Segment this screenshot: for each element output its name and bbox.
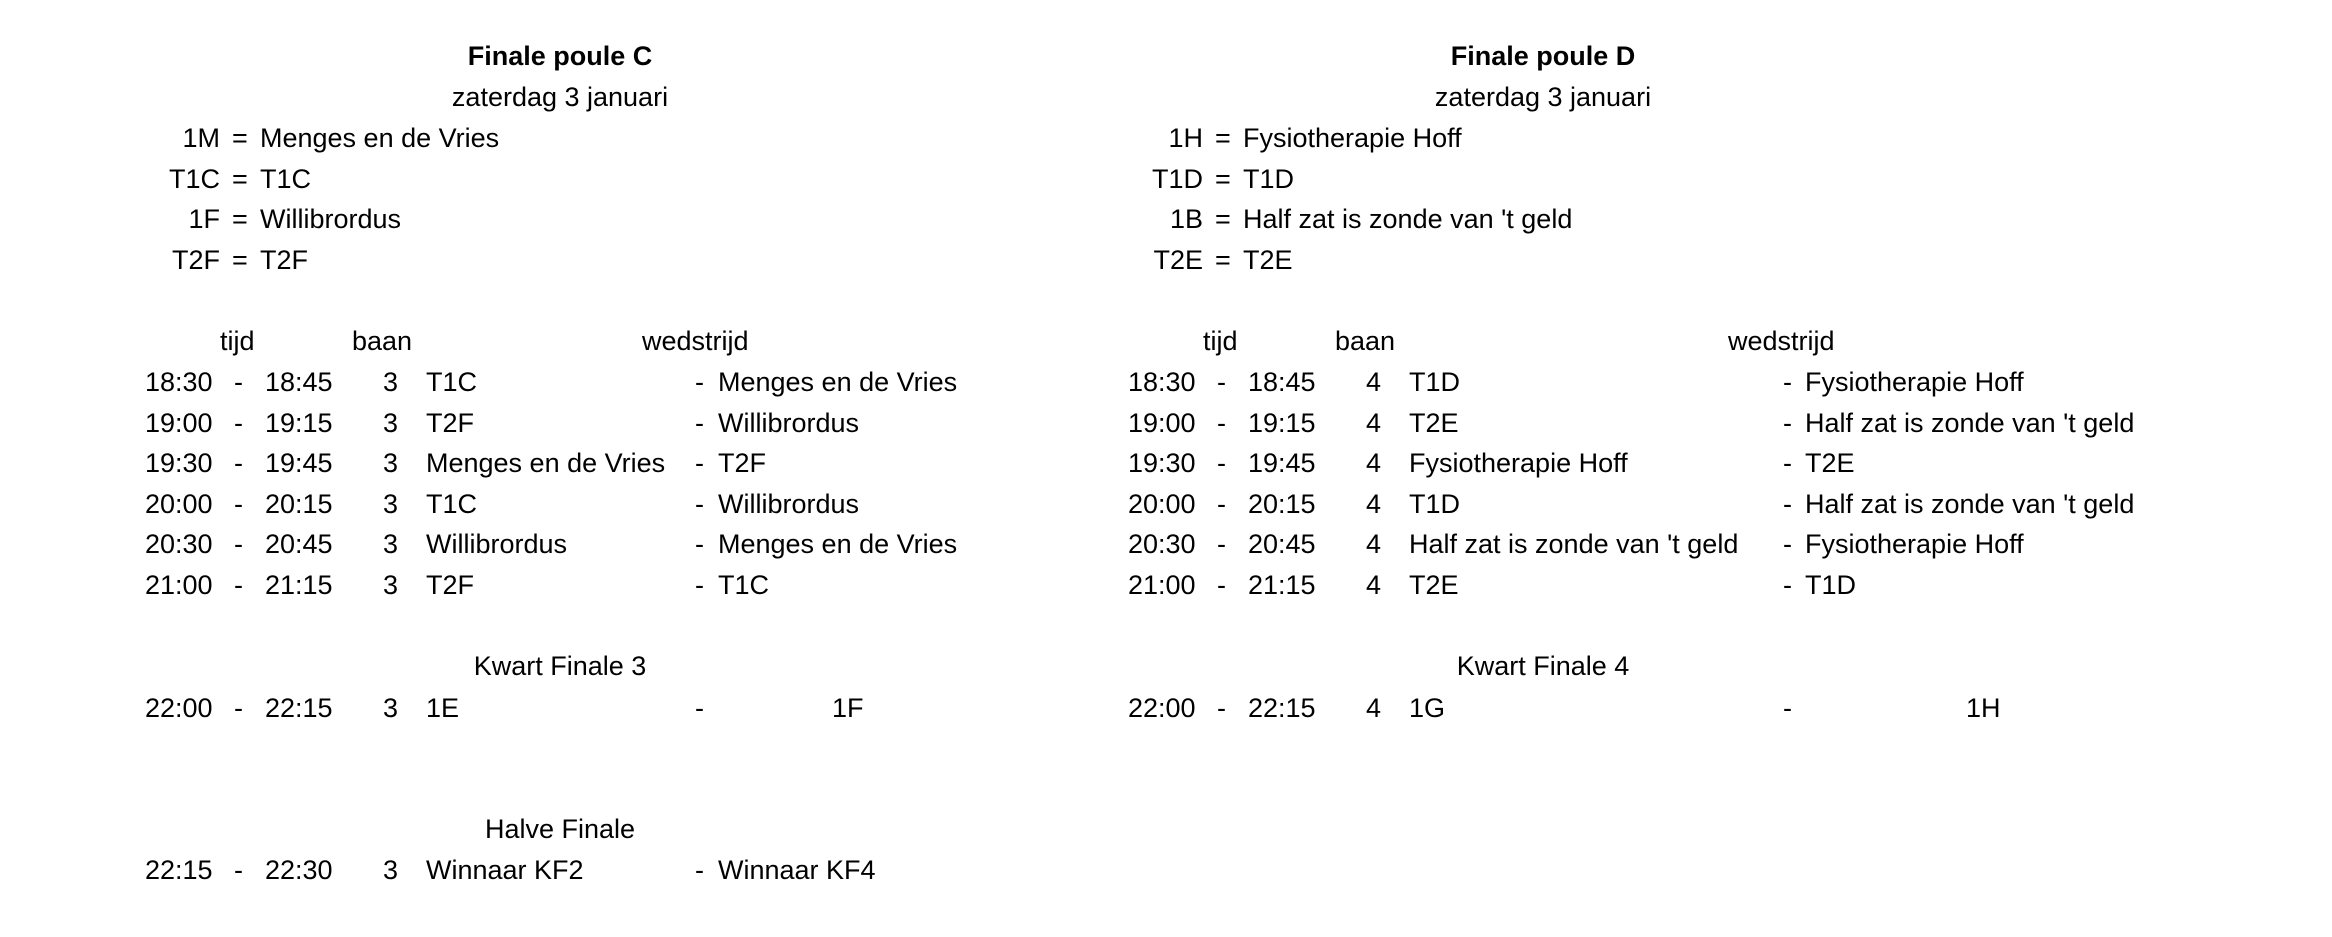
match-end: 19:45 xyxy=(265,448,333,478)
match-start: 21:00 xyxy=(145,569,213,600)
team-name: T2F xyxy=(260,244,309,275)
match-start: 19:30 xyxy=(145,448,213,478)
match-vs: - xyxy=(1783,448,1792,478)
match-away: T1D xyxy=(1805,569,1857,600)
hf-dash: - xyxy=(234,855,243,885)
equals-sign: = xyxy=(1215,204,1231,234)
kf-end: 22:15 xyxy=(1248,693,1316,723)
team-name: T2E xyxy=(1243,244,1293,275)
match-vs: - xyxy=(1783,407,1792,438)
match-baan: 3 xyxy=(382,569,398,600)
team-code: T1C xyxy=(168,163,220,194)
team-name: T1D xyxy=(1243,163,1295,194)
match-start: 18:30 xyxy=(1128,367,1196,397)
match-vs: - xyxy=(695,367,704,397)
match-end: 20:15 xyxy=(265,488,333,519)
team-code: T2E xyxy=(1153,244,1203,275)
kf-title: Kwart Finale 3 xyxy=(473,651,647,681)
kf-baan: 3 xyxy=(382,693,398,723)
match-end: 21:15 xyxy=(1248,569,1316,600)
match-home: T1C xyxy=(426,488,478,519)
match-start: 19:30 xyxy=(1128,448,1196,478)
match-end: 19:15 xyxy=(1248,407,1316,438)
team-name: Fysiotherapie Hoff xyxy=(1243,123,1462,153)
match-dash: - xyxy=(1217,367,1226,397)
match-start: 19:00 xyxy=(145,407,213,438)
header-baan: baan xyxy=(1335,326,1396,356)
kf-home: 1G xyxy=(1409,693,1446,723)
match-end: 19:15 xyxy=(265,407,333,438)
match-baan: 3 xyxy=(382,407,398,438)
match-start: 20:00 xyxy=(145,488,213,519)
match-start: 18:30 xyxy=(145,367,213,397)
match-end: 19:45 xyxy=(1248,448,1316,478)
match-away: Menges en de Vries xyxy=(718,367,958,397)
panel-poule-d xyxy=(983,0,2135,937)
panel-poule-c xyxy=(0,0,1000,937)
kf-vs: - xyxy=(695,693,704,723)
equals-sign: = xyxy=(232,163,248,194)
match-end: 18:45 xyxy=(1248,367,1316,397)
match-home: Half zat is zonde van 't geld xyxy=(1409,529,1739,559)
kf-vs: - xyxy=(1783,693,1792,723)
match-away: Willibrordus xyxy=(718,407,860,438)
team-code: T1D xyxy=(1151,163,1203,194)
match-end: 18:45 xyxy=(265,367,333,397)
kf-away: 1H xyxy=(1966,693,2001,723)
match-home: T2F xyxy=(426,569,475,600)
team-name: Half zat is zonde van 't geld xyxy=(1243,204,1573,234)
match-start: 20:30 xyxy=(145,529,213,559)
team-name: T1C xyxy=(260,163,312,194)
equals-sign: = xyxy=(1215,244,1231,275)
match-home: Willibrordus xyxy=(426,529,568,559)
team-code: 1M xyxy=(182,123,220,153)
match-baan: 3 xyxy=(382,367,398,397)
kf-start: 22:00 xyxy=(145,693,213,723)
kf-end: 22:15 xyxy=(265,693,333,723)
match-dash: - xyxy=(234,367,243,397)
match-baan: 4 xyxy=(1365,529,1381,559)
match-baan: 4 xyxy=(1365,407,1381,438)
match-baan: 4 xyxy=(1365,448,1381,478)
team-code: 1H xyxy=(1168,123,1203,153)
equals-sign: = xyxy=(232,244,248,275)
match-home: T1C xyxy=(426,367,478,397)
match-home: Menges en de Vries xyxy=(426,448,666,478)
match-vs: - xyxy=(1783,488,1792,519)
section-title: Finale poule D xyxy=(1450,41,1636,71)
kf-away: 1F xyxy=(832,693,864,723)
header-tijd: tijd xyxy=(220,326,255,356)
match-end: 20:15 xyxy=(1248,488,1316,519)
team-name: Menges en de Vries xyxy=(260,123,500,153)
match-start: 19:00 xyxy=(1128,407,1196,438)
match-dash: - xyxy=(234,448,243,478)
match-baan: 4 xyxy=(1365,367,1381,397)
hf-title: Halve Finale xyxy=(484,814,636,844)
match-away: Fysiotherapie Hoff xyxy=(1805,367,2024,397)
match-dash: - xyxy=(1217,407,1226,438)
match-start: 21:00 xyxy=(1128,569,1196,600)
kf-title: Kwart Finale 4 xyxy=(1456,651,1630,681)
match-home: T1D xyxy=(1409,367,1461,397)
match-start: 20:00 xyxy=(1128,488,1196,519)
match-vs: - xyxy=(695,448,704,478)
match-away: Menges en de Vries xyxy=(718,529,958,559)
header-wedstrijd: wedstrijd xyxy=(642,326,749,356)
match-baan: 4 xyxy=(1365,488,1381,519)
hf-vs: - xyxy=(695,855,704,885)
team-name: Willibrordus xyxy=(260,204,402,234)
match-end: 20:45 xyxy=(1248,529,1316,559)
match-dash: - xyxy=(234,529,243,559)
match-home: T2F xyxy=(426,407,475,438)
hf-home: Winnaar KF2 xyxy=(426,855,584,885)
match-vs: - xyxy=(695,529,704,559)
match-baan: 3 xyxy=(382,529,398,559)
team-code: 1F xyxy=(188,204,220,234)
kf-dash: - xyxy=(1217,693,1226,723)
hf-start: 22:15 xyxy=(145,855,213,885)
section-date: zaterdag 3 januari xyxy=(451,82,669,112)
match-dash: - xyxy=(1217,448,1226,478)
kf-start: 22:00 xyxy=(1128,693,1196,723)
team-code: T2F xyxy=(171,244,220,275)
hf-end: 22:30 xyxy=(265,855,333,885)
kf-home: 1E xyxy=(426,693,460,723)
equals-sign: = xyxy=(1215,123,1231,153)
match-baan: 4 xyxy=(1365,569,1381,600)
header-wedstrijd: wedstrijd xyxy=(1728,326,1835,356)
match-vs: - xyxy=(695,488,704,519)
header-baan: baan xyxy=(352,326,413,356)
equals-sign: = xyxy=(232,123,248,153)
match-home: T2E xyxy=(1409,407,1459,438)
kf-baan: 4 xyxy=(1365,693,1381,723)
hf-baan: 3 xyxy=(382,855,398,885)
match-home: T2E xyxy=(1409,569,1459,600)
match-dash: - xyxy=(1217,488,1226,519)
section-title: Finale poule C xyxy=(467,41,653,71)
team-code: 1B xyxy=(1169,204,1203,234)
match-away: T1C xyxy=(718,569,770,600)
match-baan: 3 xyxy=(382,448,398,478)
hf-away: Winnaar KF4 xyxy=(718,855,876,885)
match-start: 20:30 xyxy=(1128,529,1196,559)
match-dash: - xyxy=(234,569,243,600)
match-away: Fysiotherapie Hoff xyxy=(1805,529,2024,559)
match-dash: - xyxy=(1217,529,1226,559)
match-away: T2E xyxy=(1805,448,1855,478)
header-tijd: tijd xyxy=(1203,326,1238,356)
equals-sign: = xyxy=(232,204,248,234)
section-date: zaterdag 3 januari xyxy=(1434,82,1652,112)
match-dash: - xyxy=(234,407,243,438)
equals-sign: = xyxy=(1215,163,1231,194)
match-vs: - xyxy=(695,407,704,438)
match-away: T2F xyxy=(718,448,767,478)
match-vs: - xyxy=(1783,367,1792,397)
match-dash: - xyxy=(1217,569,1226,600)
match-away: Half zat is zonde van 't geld xyxy=(1805,407,2135,438)
kf-dash: - xyxy=(234,693,243,723)
match-end: 21:15 xyxy=(265,569,333,600)
match-dash: - xyxy=(234,488,243,519)
match-away: Half zat is zonde van 't geld xyxy=(1805,488,2135,519)
match-baan: 3 xyxy=(382,488,398,519)
match-away: Willibrordus xyxy=(718,488,860,519)
match-home: T1D xyxy=(1409,488,1461,519)
match-home: Fysiotherapie Hoff xyxy=(1409,448,1628,478)
match-vs: - xyxy=(695,569,704,600)
match-end: 20:45 xyxy=(265,529,333,559)
match-vs: - xyxy=(1783,529,1792,559)
match-vs: - xyxy=(1783,569,1792,600)
